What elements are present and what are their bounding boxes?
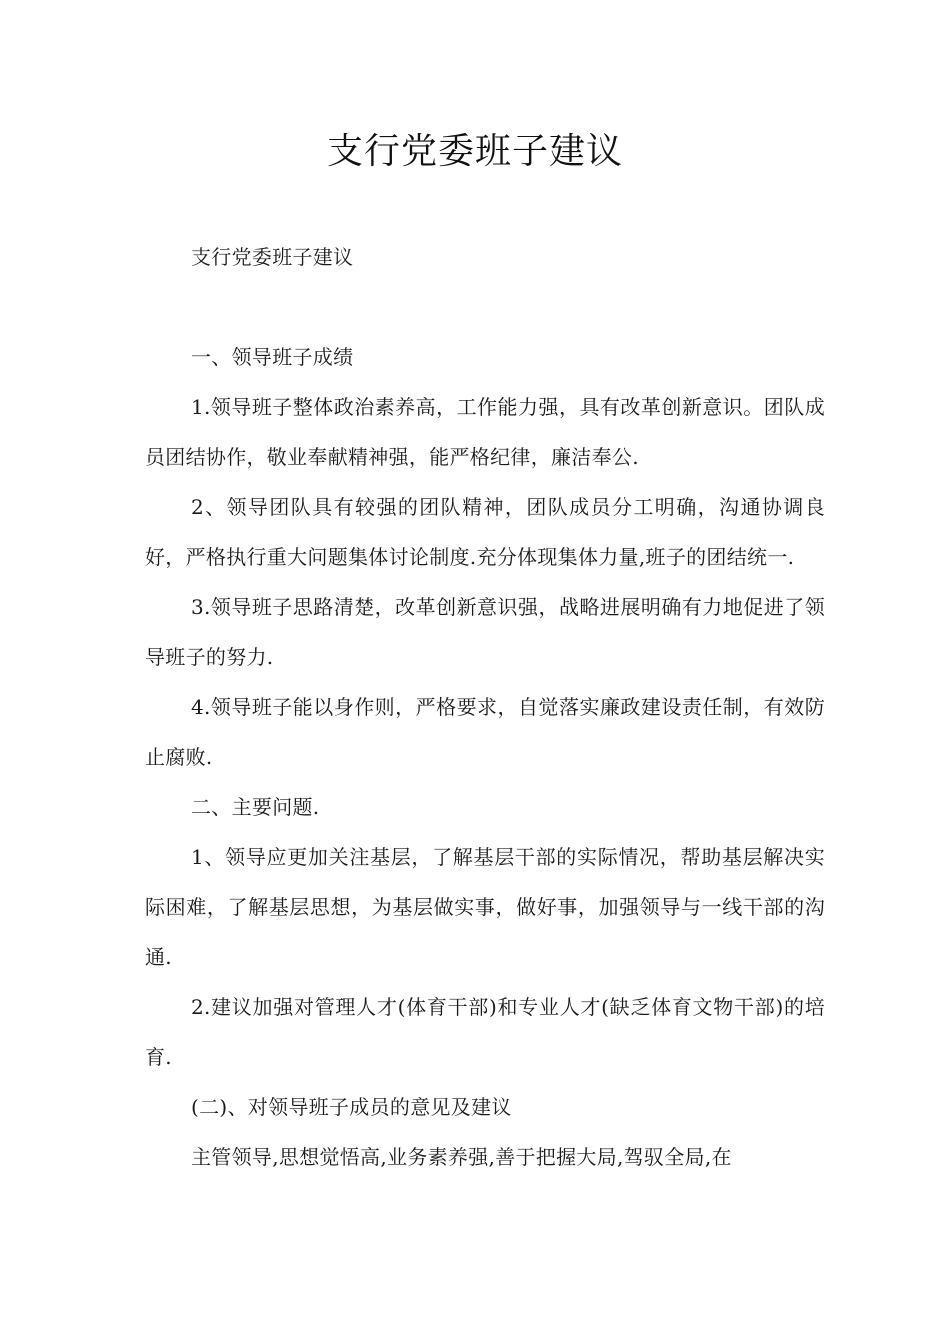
paragraph: 2.建议加强对管理人才(体育干部)和专业人才(缺乏体育文物干部)的培育.	[145, 995, 825, 1069]
paragraph: 2、领导团队具有较强的团队精神，团队成员分工明确，沟通协调良好，严格执行重大问题集体讨论制度.充分体现集体力量,班子的团结统一.	[145, 495, 825, 569]
paragraph: 4.领导班子能以身作则，严格要求，自觉落实廉政建设责任制，有效防止腐败.	[145, 695, 825, 769]
paragraph: 3.领导班子思路清楚，改革创新意识强，战略进展明确有力地促进了领导班子的努力.	[145, 595, 825, 669]
paragraph: 1、领导应更加关注基层，了解基层干部的实际情况，帮助基层解决实际困难，了解基层思想，为基层做实事，做好事，加强领导与一线干部的沟通.	[145, 845, 825, 969]
document-body	[145, 232, 825, 1182]
document-title: 支行党委班子建议	[326, 131, 623, 172]
section-heading-achievements: 一、领导班子成绩	[191, 345, 354, 369]
section-heading-problems: 二、主要问题.	[191, 795, 320, 819]
document-subtitle: 支行党委班子建议	[191, 245, 354, 269]
paragraph: 1.领导班子整体政治素养高，工作能力强，具有改革创新意识。团队成员团结协作，敬业奉献精神强，能严格纪律，廉洁奉公.	[145, 395, 825, 469]
paragraph: 主管领导,思想觉悟高,业务素养强,善于把握大局,驾驭全局,在	[191, 1145, 732, 1169]
section-heading-suggestions: (二)、对领导班子成员的意见及建议	[191, 1095, 512, 1119]
